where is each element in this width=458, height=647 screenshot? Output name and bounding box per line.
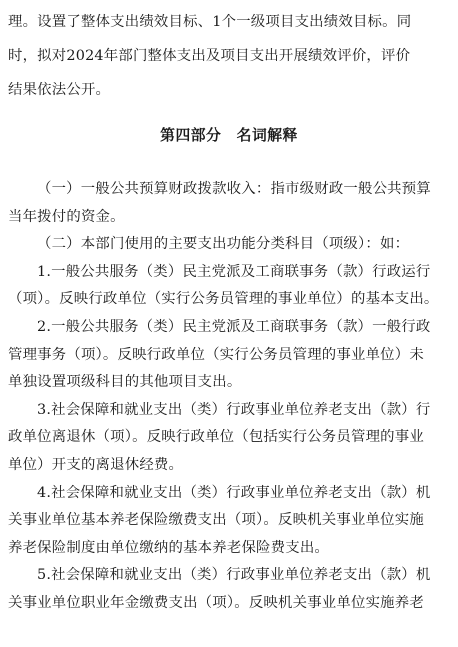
paragraph-line: 关事业单位基本养老保险缴费支出（项）。反映机关事业单位实施 [8,512,424,528]
paragraph-line: 当年拨付的资金。 [8,209,125,225]
paragraph-line: 管理事务（项）。反映行政单位（实行公务员管理的事业单位）未 [8,347,424,363]
paragraph-line: 1.一般公共服务（类）民主党派及工商联事务（款）行政运行 [37,264,431,280]
section-heading: 第四部分 名词解释 [160,127,298,144]
paragraph-line: 2.一般公共服务（类）民主党派及工商联事务（款）一般行政 [37,319,431,335]
paragraph-line: 政单位离退休（项）。反映行政单位（包括实行公务员管理的事业 [8,429,424,445]
paragraph-line: （项）。反映行政单位（实行公务员管理的事业单位）的基本支出。 [8,291,439,307]
paragraph-line: （一）一般公共预算财政拨款收入：指市级财政一般公共预算 [37,181,431,197]
paragraph-line: 时，拟对2024年部门整体支出及项目支出开展绩效评价，评价 [8,48,411,64]
paragraph-line: 养老保险制度由单位缴纳的基本养老保险费支出。 [8,540,329,556]
paragraph-line: 理。设置了整体支出绩效目标、1个一级项目支出绩效目标。同 [8,14,412,30]
paragraph-line: （二）本部门使用的主要支出功能分类科目（项级）：如： [37,236,410,252]
paragraph-line: 关事业单位职业年金缴费支出（项）。反映机关事业单位实施养老 [8,595,424,611]
paragraph-line: 单位）开支的离退休经费。 [8,457,184,473]
paragraph-line: 4.社会保障和就业支出（类）行政事业单位养老支出（款）机 [37,485,431,501]
paragraph-line: 单独设置项级科目的其他项目支出。 [8,374,242,390]
paragraph-line: 3.社会保障和就业支出（类）行政事业单位养老支出（款）行 [37,402,431,418]
paragraph-line: 结果依法公开。 [8,82,111,98]
paragraph-line: 5.社会保障和就业支出（类）行政事业单位养老支出（款）机 [37,567,431,583]
